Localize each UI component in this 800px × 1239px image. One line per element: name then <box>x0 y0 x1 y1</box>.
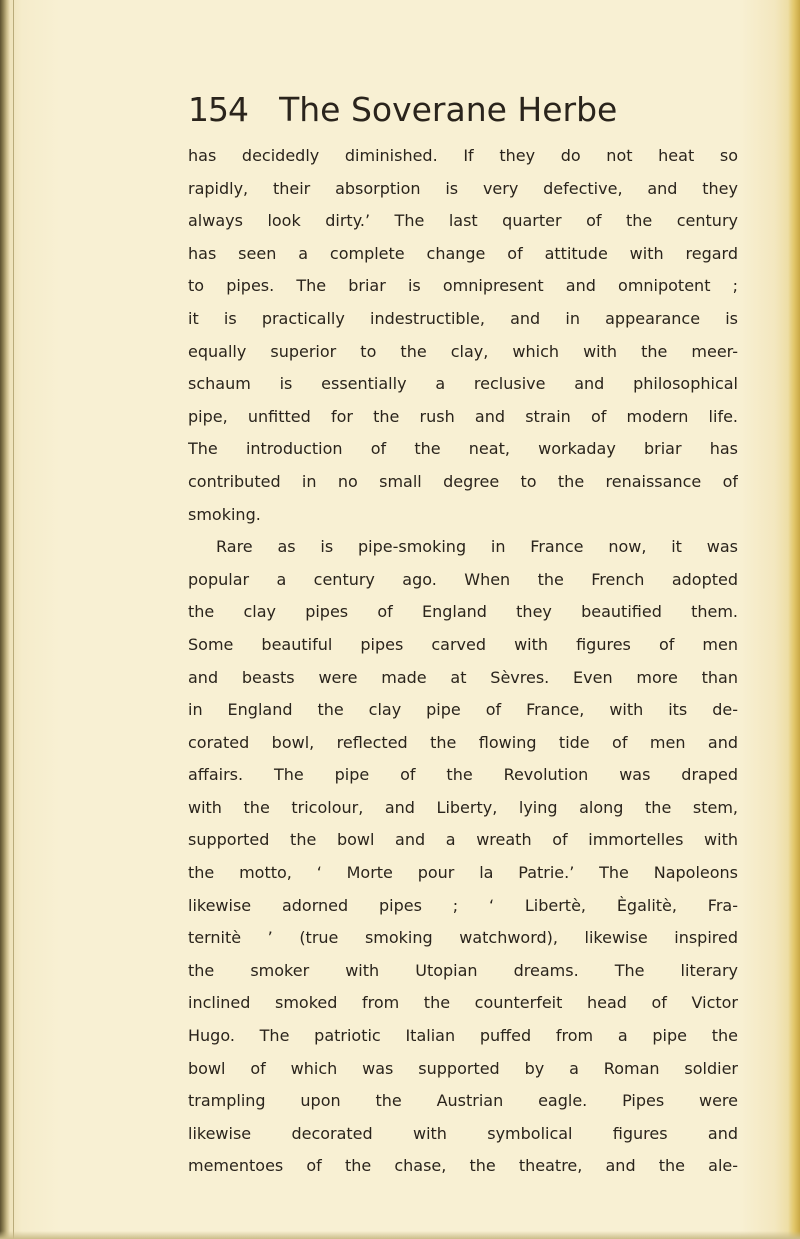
page-right-edge <box>788 0 800 1239</box>
text-line: rapidly, their absorption is very defective, and they <box>188 178 738 198</box>
text-line: Some beautiful pipes carved with figures of men <box>188 634 738 654</box>
text-line: with the tricolour, and Liberty, lying along the stem, <box>188 797 738 817</box>
text-line: equally superior to the clay, which with the meer- <box>188 341 738 361</box>
text-line: bowl of which was supported by a Roman soldier <box>188 1058 738 1078</box>
paragraph-start-line: Rare as is pipe-smoking in France now, it was <box>216 537 738 557</box>
body-text <box>188 146 738 1189</box>
text-line: corated bowl, reflected the flowing tide of men and <box>188 732 738 752</box>
text-line: likewise adorned pipes ; ‘ Libertè, Ègalitè, Fra- <box>188 895 738 915</box>
text-line: likewise decorated with symbolical figures and <box>188 1123 738 1143</box>
text-line: in England the clay pipe of France, with its de- <box>188 700 738 720</box>
text-line: popular a century ago. When the French adopted <box>188 569 738 589</box>
text-line: the motto, ‘ Morte pour la Patrie.’ The Napoleons <box>188 863 738 883</box>
text-line: ternitè ’ (true smoking watchword), likewise inspired <box>188 928 738 948</box>
text-line: Hugo. The patriotic Italian puffed from a pipe the <box>188 1026 738 1046</box>
page-bottom-edge <box>0 1231 800 1239</box>
text-line: The introduction of the neat, workaday briar has <box>188 439 738 459</box>
running-head <box>188 90 748 138</box>
text-line: the clay pipes of England they beautified them. <box>188 602 738 622</box>
text-line: and beasts were made at Sèvres. Even more than <box>188 667 738 687</box>
paragraph-end-line: smoking. <box>188 504 261 524</box>
text-line: has seen a complete change of attitude with regard <box>188 243 738 263</box>
text-line: always look dirty.’ The last quarter of the century <box>188 211 738 231</box>
text-line: affairs. The pipe of the Revolution was draped <box>188 765 738 785</box>
text-line: the smoker with Utopian dreams. The literary <box>188 960 738 980</box>
text-line: has decidedly diminished. If they do not heat so <box>188 146 738 165</box>
text-line: mementoes of the chase, the theatre, and the ale- <box>188 1156 738 1176</box>
text-line: to pipes. The briar is omnipresent and omnipotent ; <box>188 276 738 296</box>
text-line: schaum is essentially a reclusive and philosophical <box>188 374 738 394</box>
page-gutter-line <box>13 0 14 1239</box>
text-line: trampling upon the Austrian eagle. Pipes were <box>188 1091 738 1111</box>
text-line: pipe, unfitted for the rush and strain of modern life. <box>188 406 738 426</box>
book-title: The Soverane Herbe <box>279 90 618 129</box>
page-binding-edge <box>0 0 10 1239</box>
text-line: contributed in no small degree to the renaissance of <box>188 471 738 491</box>
text-line: it is practically indestructible, and in appearance is <box>188 308 738 328</box>
text-line: inclined smoked from the counterfeit head of Victor <box>188 993 738 1013</box>
text-line: supported the bowl and a wreath of immortelles with <box>188 830 738 850</box>
page-number: 154 <box>188 90 248 129</box>
